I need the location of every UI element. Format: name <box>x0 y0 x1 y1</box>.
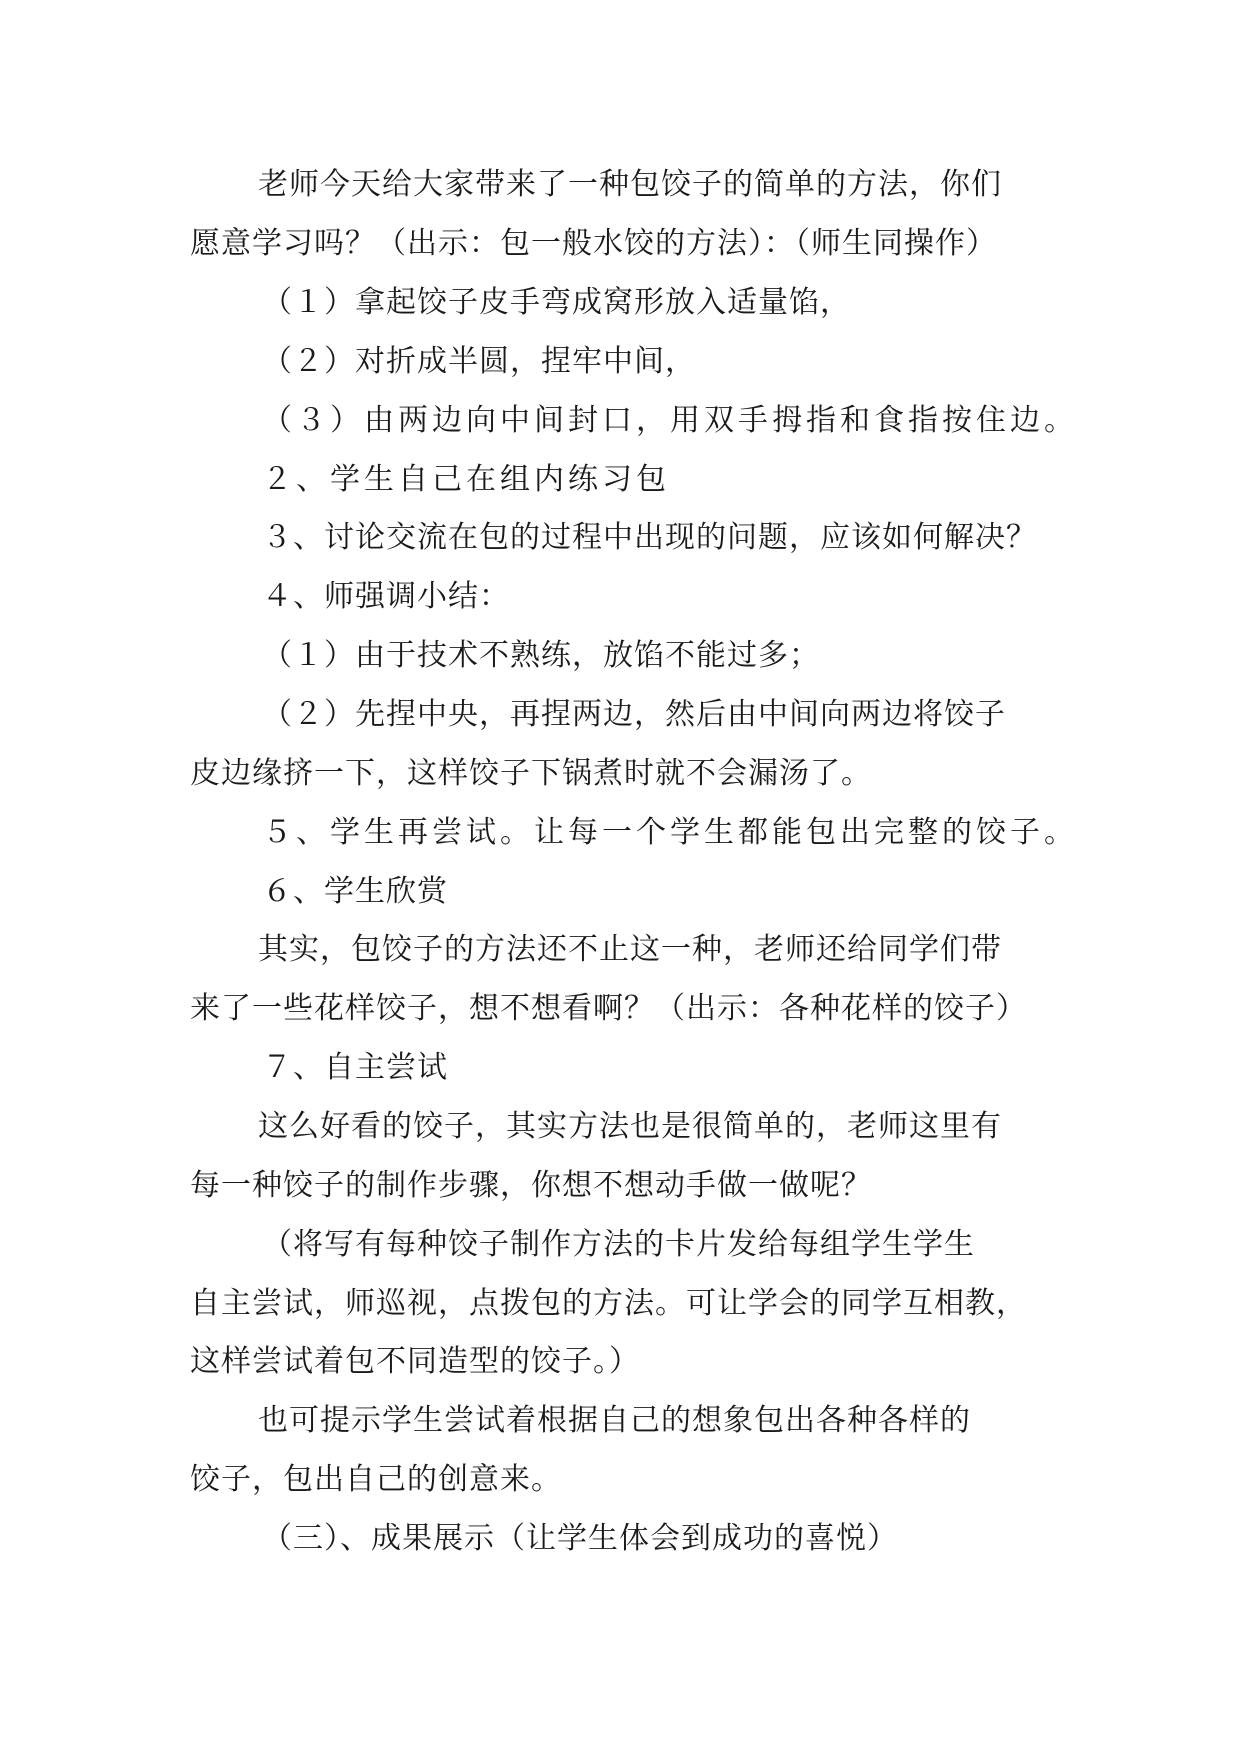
paragraph-line-8: 自主尝试，师巡视，点拨包的方法。可让学会的同学互相教， <box>190 1286 1027 1321</box>
paragraph-line-11: 饺子，包出自己的创意来。 <box>190 1462 562 1497</box>
paragraph-line-2: 愿意学习吗？（出示：包一般水饺的方法）：（师生同操作） <box>190 226 997 261</box>
paragraph-line-7: （将写有每种饺子制作方法的卡片发给每组学生学生 <box>262 1227 975 1262</box>
paragraph-line-9: 这样尝试着包不同造型的饺子。） <box>190 1344 640 1379</box>
item-line-7: ７、自主尝试 <box>262 1050 448 1085</box>
step-line-2: （２）对折成半圆，捏牢中间， <box>262 344 696 379</box>
step-line-3: （３）由两边向中间封口，用双手拇指和食指按住边。 <box>262 403 1078 438</box>
item-line-6: ６、学生欣赏 <box>262 874 448 909</box>
section-heading-results: （三）、成果展示（让学生体会到成功的喜悦） <box>262 1521 898 1556</box>
summary-line-2: （２）先捏中央，再捏两边，然后由中间向两边将饺子 <box>262 697 1006 732</box>
summary-line-1: （１）由于技术不熟练，放馅不能过多； <box>262 638 820 673</box>
paragraph-line-6: 每一种饺子的制作步骤，你想不想动手做一做呢？ <box>190 1168 872 1203</box>
paragraph-line-5: 这么好看的饺子，其实方法也是很简单的，老师这里有 <box>258 1109 1002 1144</box>
step-line-1: （１）拿起饺子皮手弯成窝形放入适量馅， <box>262 285 851 320</box>
summary-line-2-cont: 皮边缘挤一下，这样饺子下锅煮时就不会漏汤了。 <box>190 756 872 791</box>
paragraph-line-4: 来了一些花样饺子，想不想看啊？（出示：各种花样的饺子） <box>190 991 1027 1026</box>
paragraph-line-1: 老师今天给大家带来了一种包饺子的简单的方法，你们 <box>258 167 1002 202</box>
paragraph-line-3: 其实，包饺子的方法还不止这一种，老师还给同学们带 <box>258 932 1002 967</box>
item-line-5: ５、学生再尝试。让每一个学生都能包出完整的饺子。 <box>262 815 1078 850</box>
item-line-4: ４、师强调小结： <box>262 579 510 614</box>
paragraph-line-10: 也可提示学生尝试着根据自己的想象包出各种各样的 <box>258 1403 971 1438</box>
item-line-3: ３、讨论交流在包的过程中出现的问题，应该如何解决？ <box>262 520 1037 555</box>
item-line-2: ２、学生自己在组内练习包 <box>262 462 670 497</box>
